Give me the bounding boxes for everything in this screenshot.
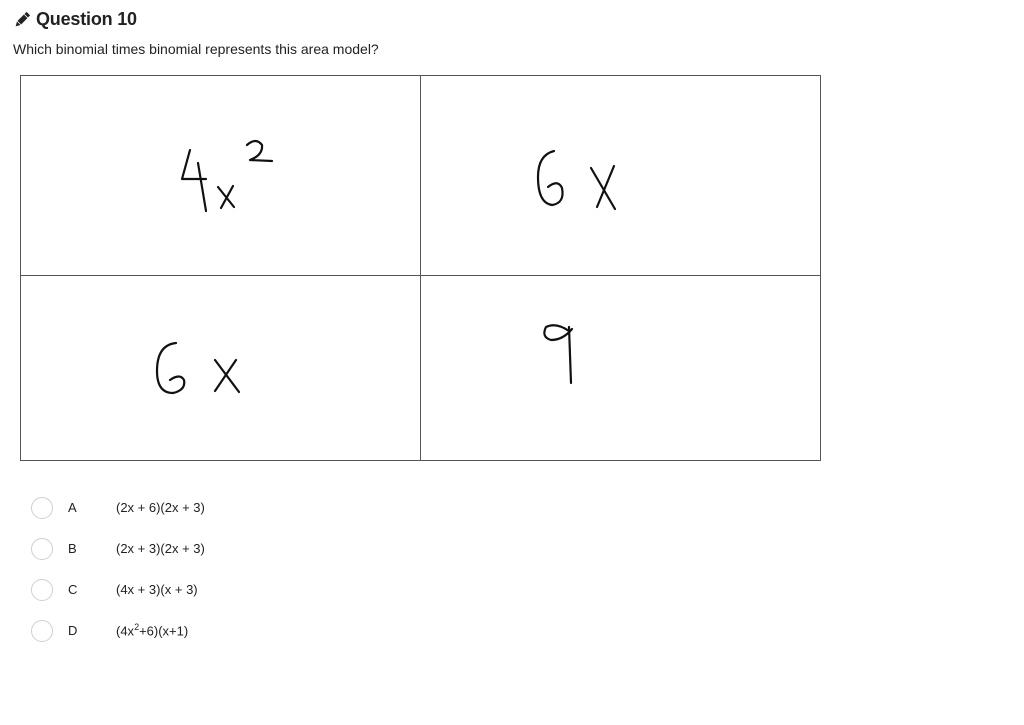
choice-letter-c: C [68, 582, 78, 597]
question-prompt: Which binomial times binomial represents this area model? [13, 41, 379, 57]
choice-letter-a: A [68, 500, 77, 515]
choice-c[interactable] [31, 569, 431, 610]
radio-button-a[interactable] [31, 497, 53, 519]
area-model-image [20, 75, 821, 461]
choice-letter-b: B [68, 541, 77, 556]
choice-letter-d: D [68, 623, 78, 638]
choice-text-c: (4x + 3)(x + 3) [116, 582, 198, 597]
radio-button-c[interactable] [31, 579, 53, 601]
choice-d[interactable] [31, 610, 431, 651]
choice-text-d-exponent: 2 [134, 622, 140, 633]
choice-text-d [116, 622, 188, 638]
radio-button-d[interactable] [31, 620, 53, 642]
answer-choices [31, 491, 431, 655]
radio-button-b[interactable] [31, 538, 53, 560]
choice-text-a: (2x + 6)(2x + 3) [116, 500, 205, 515]
choice-a[interactable] [31, 487, 431, 528]
question-title: Question 10 [36, 9, 137, 29]
choice-text-d-before: (4x [116, 623, 135, 639]
pencil-icon [12, 10, 32, 30]
choice-text-b: (2x + 3)(2x + 3) [116, 541, 205, 556]
question-header [12, 9, 137, 30]
choice-text-d-after: +6)(x+1) [139, 623, 189, 639]
choice-b[interactable] [31, 528, 431, 569]
